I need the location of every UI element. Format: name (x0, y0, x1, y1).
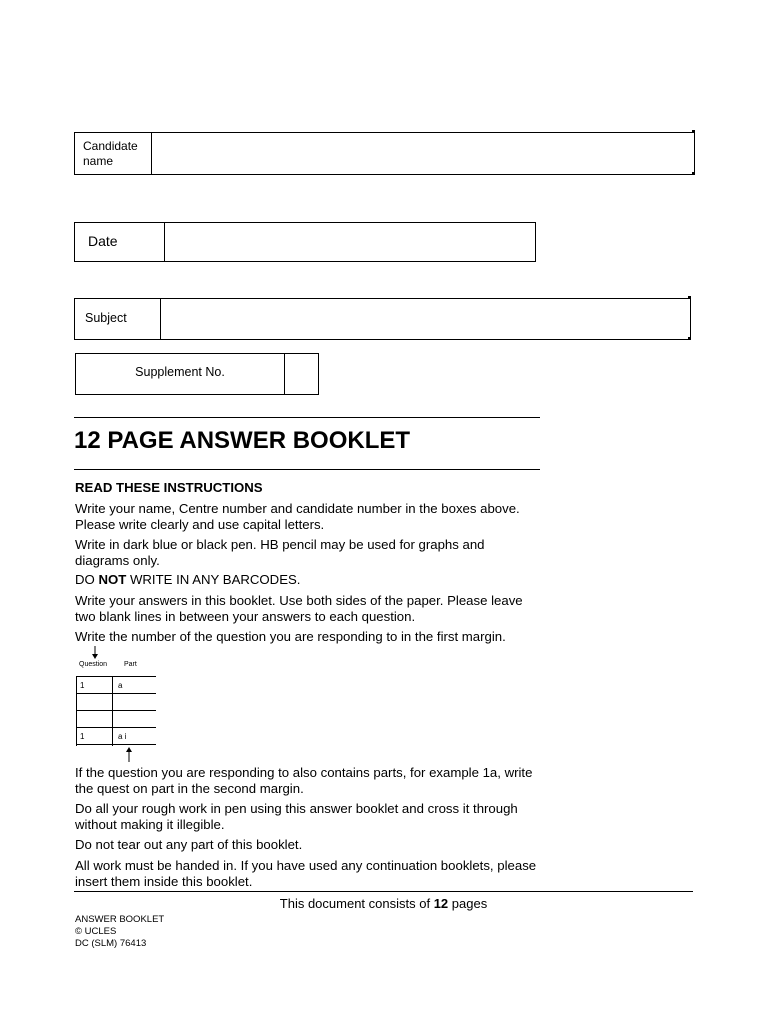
instruction-paragraph: Do not tear out any part of this booklet. (75, 837, 303, 852)
date-label: Date (88, 233, 118, 249)
margin-diagram (74, 645, 164, 765)
subject-box (74, 298, 691, 340)
subject-field[interactable] (162, 299, 690, 339)
instruction-paragraph: Write your answers in this booklet. Use both sides of the paper. Please leave two blank lines in between your answers to each question. (75, 593, 523, 624)
candidate-name-label: Candidate name (83, 139, 138, 168)
corner-mark (688, 337, 691, 340)
corner-mark (688, 296, 691, 299)
date-field[interactable] (166, 223, 535, 261)
instruction-paragraph: Write in dark blue or black pen. HB pencil may be used for graphs and diagrams only. (75, 537, 485, 568)
supplement-field[interactable] (286, 354, 318, 394)
page-count-text: This document consists of (279, 896, 434, 911)
instruction-text: WRITE IN ANY BARCODES. (126, 572, 301, 587)
supplement-label: Supplement No. (135, 365, 225, 379)
instruction-paragraph: Do all your rough work in pen using this answer booklet and cross it through without making it illegible. (75, 801, 518, 832)
instruction-paragraph: If the question you are responding to also contains parts, for example 1a, write the quest on part in the second margin. (75, 765, 533, 796)
instruction-text-bold: NOT (98, 572, 127, 587)
footer-rule (74, 891, 693, 892)
candidate-name-box (74, 132, 695, 175)
corner-mark (692, 172, 695, 175)
footer-info (75, 914, 164, 950)
page-count-number: 12 (433, 896, 449, 911)
corner-mark (692, 130, 695, 133)
instruction-paragraph (75, 572, 535, 588)
margin-grid (76, 676, 156, 746)
page-title: 12 PAGE ANSWER BOOKLET (74, 427, 411, 454)
supplement-box (75, 353, 319, 395)
instruction-text: DO (75, 572, 99, 587)
footer-line: DC (SLM) 76413 (75, 938, 147, 949)
part-column-label: Part (124, 661, 137, 668)
instruction-paragraph: Write the number of the question you are responding to in the first margin. (75, 629, 506, 644)
diagram-part-letter: a (118, 681, 123, 690)
instruction-paragraph: All work must be handed in. If you have used any continuation booklets, please insert them inside this booklet. (75, 858, 537, 889)
supplement-label-cell (76, 354, 285, 394)
candidate-name-field[interactable] (153, 133, 694, 174)
diagram-question-number: 1 (80, 732, 85, 741)
diagram-part-letter: a i (118, 732, 127, 741)
title-rule-top (74, 417, 540, 418)
page-count (74, 896, 693, 911)
title-rule-bottom (74, 469, 540, 470)
candidate-name-label-cell (75, 133, 152, 174)
footer-line: ANSWER BOOKLET (75, 914, 165, 925)
instructions-heading: READ THESE INSTRUCTIONS (75, 480, 263, 495)
footer-line: © UCLES (75, 926, 117, 937)
date-box (74, 222, 536, 262)
date-label-cell (75, 223, 165, 261)
page-count-text: pages (448, 896, 488, 911)
diagram-question-number: 1 (80, 681, 85, 690)
subject-label: Subject (85, 311, 127, 325)
question-column-label: Question (79, 661, 108, 668)
instruction-paragraph: Write your name, Centre number and candidate number in the boxes above. Please write clearly and use capital letters. (75, 501, 520, 532)
subject-label-cell (75, 299, 161, 339)
